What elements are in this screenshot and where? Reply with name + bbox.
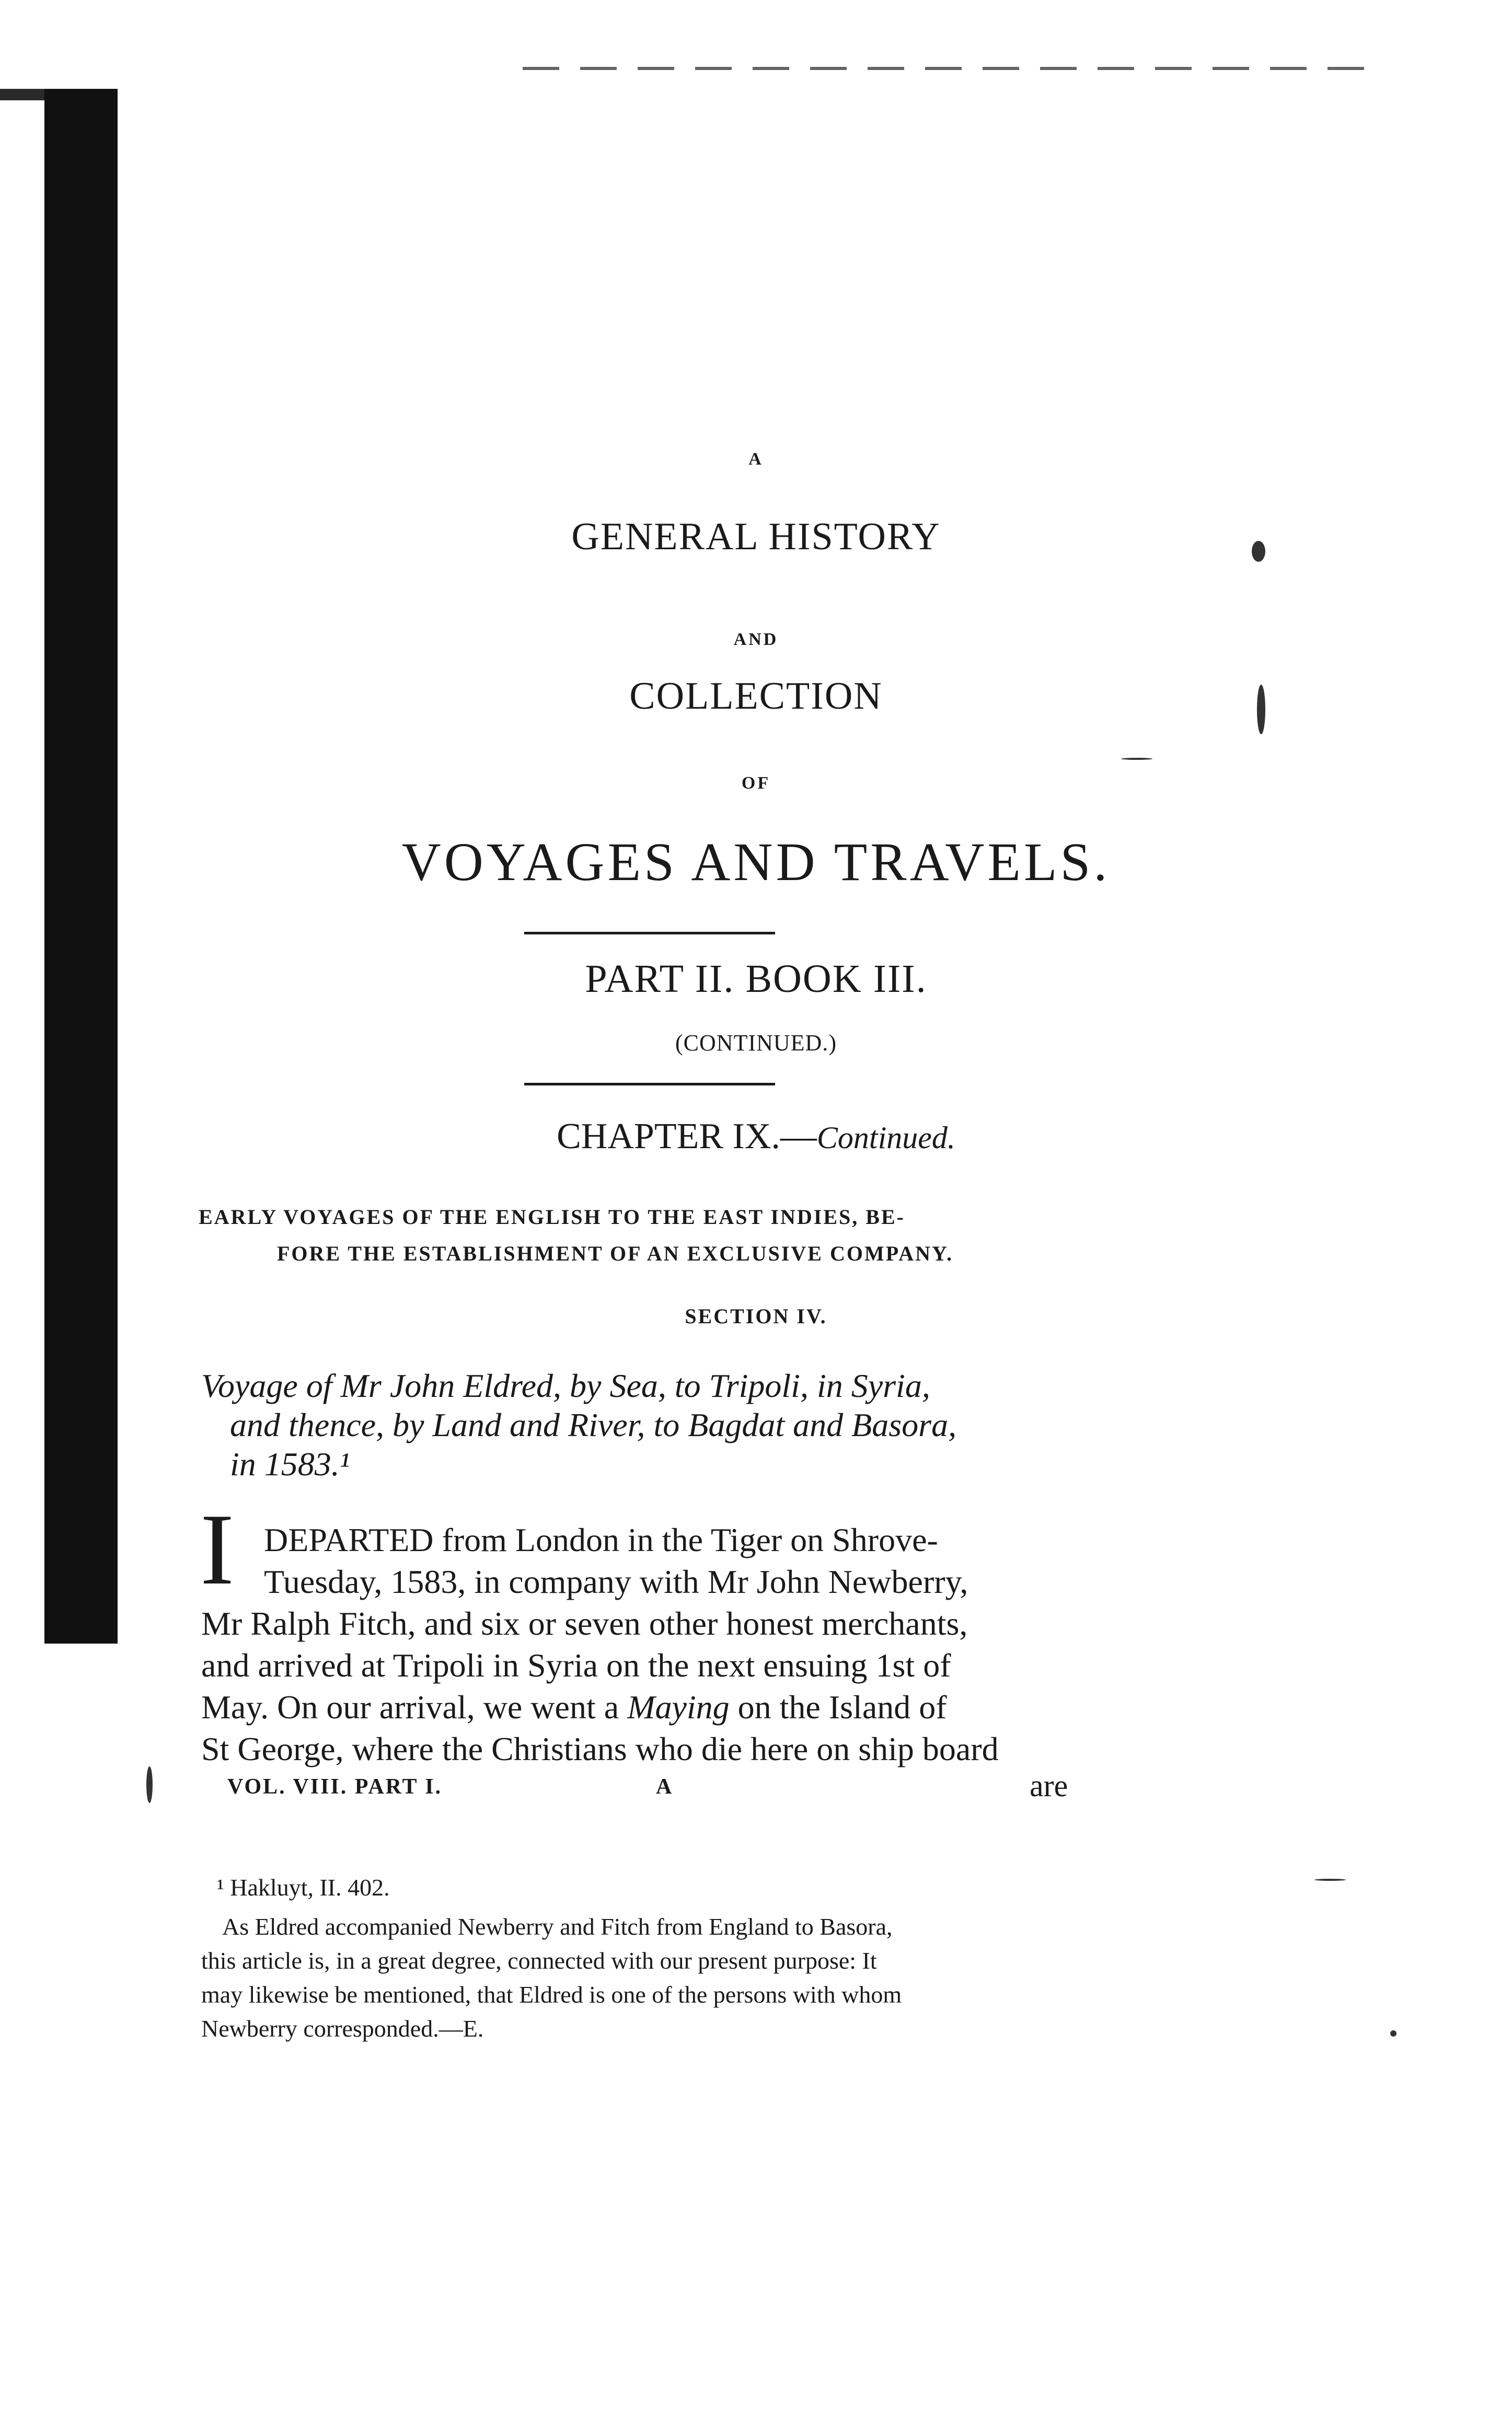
footnote-line: this article is, in a great degree, connected with our present purpose: It bbox=[201, 1947, 877, 1974]
scan-speck bbox=[1121, 758, 1152, 760]
footnote-line: may likewise be mentioned, that Eldred is one of the persons with whom bbox=[201, 1981, 902, 2008]
title-article: A bbox=[748, 449, 764, 469]
drop-cap: I bbox=[200, 1493, 234, 1606]
part-heading: PART II. BOOK III. bbox=[585, 957, 927, 1001]
chapter-continued: Continued. bbox=[816, 1120, 955, 1155]
section-heading: SECTION IV. bbox=[685, 1304, 827, 1328]
signature-letter: A bbox=[656, 1775, 674, 1799]
chapter-number: CHAPTER IX.— bbox=[557, 1116, 817, 1157]
title-collection: COLLECTION bbox=[629, 675, 883, 718]
title-of: OF bbox=[741, 773, 771, 793]
scan-speck bbox=[146, 1766, 153, 1803]
divider-rule bbox=[524, 932, 775, 934]
body-text: May. On our arrival, we went a bbox=[201, 1689, 628, 1726]
voyage-title-line: Voyage of Mr John Eldred, by Sea, to Tripoli, in Syria, bbox=[201, 1367, 930, 1404]
voyage-title-line: and thence, by Land and River, to Bagdat and Basora, bbox=[230, 1406, 957, 1443]
subtitle-line: EARLY VOYAGES OF THE ENGLISH TO THE EAST INDIES, BE- bbox=[199, 1205, 905, 1229]
catchword: are bbox=[1030, 1768, 1068, 1803]
scan-speck bbox=[1390, 2030, 1396, 2037]
footnote-line: Newberry corresponded.—E. bbox=[201, 2015, 484, 2042]
title-and: AND bbox=[733, 630, 779, 649]
body-line: and arrived at Tripoli in Syria on the next ensuing 1st of bbox=[201, 1647, 951, 1684]
subtitle-line: FORE THE ESTABLISHMENT OF AN EXCLUSIVE COMPANY. bbox=[277, 1242, 954, 1265]
scan-top-edge bbox=[523, 67, 1385, 70]
chapter-heading bbox=[0, 1116, 1512, 1158]
body-line: DEPARTED from London in the Tiger on Shrove- bbox=[264, 1521, 938, 1558]
body-line: Mr Ralph Fitch, and six or seven other honest merchants, bbox=[201, 1605, 968, 1642]
body-line: St George, where the Christians who die here on ship board bbox=[201, 1730, 999, 1767]
title-voyages-and-travels: VOYAGES AND TRAVELS. bbox=[401, 832, 1111, 892]
scan-spine-edge bbox=[0, 89, 44, 100]
title-general-history: GENERAL HISTORY bbox=[571, 515, 941, 558]
body-italic-word: Maying bbox=[627, 1689, 730, 1726]
volume-signature: VOL. VIII. PART I. bbox=[227, 1775, 443, 1799]
divider-rule bbox=[524, 1083, 775, 1085]
part-continued: (CONTINUED.) bbox=[675, 1030, 837, 1056]
body-text: on the Island of bbox=[729, 1689, 947, 1726]
scan-speck bbox=[1314, 1879, 1346, 1881]
footnote-line: ¹ Hakluyt, II. 402. bbox=[217, 1874, 390, 1901]
voyage-title-line: in 1583.¹ bbox=[230, 1446, 350, 1483]
body-line bbox=[201, 1688, 947, 1727]
footnote-line: As Eldred accompanied Newberry and Fitch from England to Basora, bbox=[222, 1913, 893, 1940]
body-line: Tuesday, 1583, in company with Mr John Newberry, bbox=[264, 1563, 968, 1600]
